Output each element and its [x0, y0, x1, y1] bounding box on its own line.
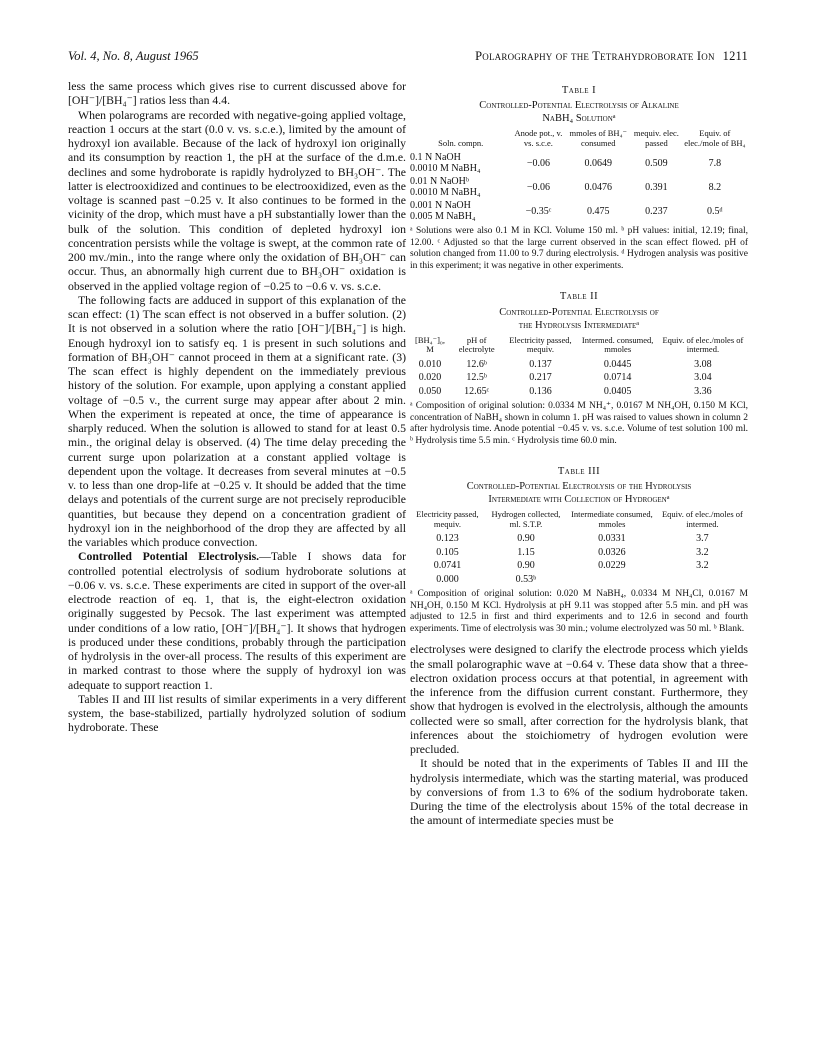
table-footnote: ᵃ Solutions were also 0.1 M in KCl. Volume 150 ml. ᵇ pH values: initial, 12.19; final, 12.00. ᶜ Adjusted so that the large current observed in the scan effect flowed. pH of solution changed from 11.00 to 9.7 during electrolysis. ᵈ Hydrogen analysis was positive in this experiment; it was negative in other experiments.	[410, 226, 748, 271]
column-header: Electricity passed, mequiv.	[416, 509, 479, 529]
table-cell: 0.136	[529, 385, 552, 397]
table-label: Table III	[557, 466, 601, 477]
table-cell: 3.36	[694, 385, 712, 397]
paragraph: electrolyses were designed to clarify the electrode process which yields the small polarographic wave at −0.64 v. These data show that a three-electron oxidation process occurs at that potential, in agreement with the inference from the diffusion current constant. Furthermore, they show that hydrogen is evolved in the electrolysis, although the amounts collected were so small, after correction for the hydrolysis blank, that inferences about the stoichiometry of hydrogen evolution were precluded.	[410, 643, 748, 756]
table-footnote: ᵃ Composition of original solution: 0.0334 M NH₄⁺, 0.0167 M NH₄OH, 0.150 M KCl, concentration of NaBH₄ shown in column 1. pH was raised to values shown in column 2 after hydrolysis time. Anode potential −0.45 v. vs. s.c.e. Volume of test solution 100 ml. ᵇ Hydrolysis time 5.5 min. ᶜ Hydrolysis time 60.0 min.	[410, 401, 748, 446]
table-cell: 8.2	[708, 181, 722, 193]
composition-line: 0.001 N NaOH	[410, 200, 471, 212]
table-cell: 12.65ᶜ	[464, 385, 490, 397]
table-title-line: Intermediate with Collection of Hydrogenᵃ	[488, 494, 670, 506]
table-cell: 3.7	[696, 533, 709, 545]
paragraph: less the same process which gives rise to current discussed above for [OH⁻]/[BH₄⁻] ratios less than 4.4.	[68, 80, 406, 108]
table-row	[410, 175, 748, 199]
table-cell	[657, 573, 748, 587]
composition-line: 0.01 N NaOHᵇ	[410, 176, 469, 188]
column-header: Intermed. consumed, mmoles	[581, 334, 654, 354]
table-row	[410, 199, 748, 223]
table-row	[410, 573, 748, 587]
column-header: Hydrogen collected, ml. S.T.P.	[491, 509, 561, 529]
paragraph: It should be noted that in the experiments of Tables II and III the hydrolysis intermediate, which was the starting material, was produced by conversions of from 1.3 to 6% of the sodium hydroborate taken. During the time of the electrolysis about 15% of the total decrease in the amount of intermediate species must be	[410, 757, 748, 828]
column-header: Equiv. of elec./mole of BH₄	[684, 128, 746, 148]
table-label: Table I	[561, 85, 597, 96]
table-cell: −0.06	[526, 157, 550, 169]
column-header: Electricity passed, mequiv.	[509, 334, 572, 354]
table-row	[410, 358, 748, 372]
cell-composition	[410, 151, 511, 175]
paragraph: Tables II and III list results of similar experiments in a very different system, the base-stabilized, partially hydrolyzed solution of sodium hydroborate. These	[68, 692, 406, 735]
table-cell: 12.6ᵇ	[466, 358, 487, 370]
table-cell: 0.010	[418, 358, 442, 370]
table-1	[410, 84, 748, 272]
page-number: 1211	[722, 49, 748, 63]
table-footnote: ᵃ Composition of original solution: 0.020 M NaBH₄, 0.0334 M NH₄Cl, 0.0167 M NH₄OH, 0.150 M KCl. Hydrolysis at pH 9.11 was stopped after 5.5 min. and pH was adjusted to 12.5 in first and third experiments and to 12.6 in second and fourth experiments. Time of electrolysis was 30 min.; volume electrolyzed was 50 ml. ᵇ Blank.	[410, 589, 748, 634]
table-title-line: Controlled-Potential Electrolysis of the Hydrolysis	[466, 481, 692, 493]
column-header: Equiv. of elec./moles of intermed.	[661, 509, 743, 529]
table-cell: 0.90	[517, 560, 535, 572]
section-heading: Controlled Potential Electrolysis.	[78, 550, 260, 564]
table-cell: 0.123	[436, 533, 459, 545]
table-row	[410, 385, 748, 399]
table-cell: 0.475	[587, 205, 610, 217]
composition-line: 0.0010 M NaBH₄	[410, 187, 481, 199]
paragraph: The following facts are adduced in support of this explanation of the scan effect: (1) The scan effect is not observed in a buffer solution. (2) It is not observed in a solution where the ratio [OH⁻]/[BH₄⁻] is high. Enough hydroxyl ion to satisfy eq. 1 is present in such solutions and formation of BH₃OH⁻ cannot proceed in them at a significant rate. (3) The scan effect is highly dependent on the immediately previous history of the solution. For example, upon applying a constant applied voltage of −0.5 v., the current surge may appear after about 2 min. When the experiment is repeated at once, the time of appearance is sharply reduced. When the solution is allowed to stand for at least 0.5 min., the original delay is observed. (4) The time delay preceding the current surge upon polarization at a constant applied voltage is dependent upon the voltage. It decreases from several minutes at −0.5 v. to less than one drop-life at −0.25 v. It should be added that the time delays and potentials of the current surge are not precisely reproducible quantities, but because they depend on a concentration gradient of hydroxyl ion in the neighborhood of the drop they are affected by all the variables which produce convection.	[68, 293, 406, 549]
table-title-line: the Hydrolysis Intermediateᵃ	[518, 319, 640, 331]
table-cell: −0.35ᶜ	[525, 205, 552, 217]
table-cell: 0.53ᵇ	[515, 573, 537, 585]
table-title	[410, 306, 748, 332]
column-header: pH of electrolyte	[458, 334, 495, 354]
data-table	[410, 336, 748, 399]
table-cell: 12.5ᵇ	[466, 372, 487, 383]
running-title: Polarography of the Tetrahydroborate Ion	[475, 49, 715, 63]
journal-citation: Vol. 4, No. 8, August 1965	[68, 49, 199, 63]
table-3	[410, 465, 748, 635]
table-row	[410, 371, 748, 385]
paragraph-text: —Table I shows data for controlled potential electrolysis of sodium hydroborate solutions at −0.06 v. vs. s.c.e. These experiments are cited in support of the over-all electrode reaction of eq. 1, that is, the eight-electron oxidation originally suggested by Pecsok. The last experiment was attempted under conditions of a low ratio, [OH⁻]/[BH₄⁻]. It shows that hydrogen is produced under these conditions, probably through the participation of hydrolysis in the over-all process. The results of this experiment are in marked contrast to those where the supply of hydroxyl ion was adequate to support reaction 1.	[68, 550, 406, 692]
table-cell: 0.217	[529, 372, 552, 383]
left-column	[68, 80, 406, 1030]
column-header: Equiv. of elec./moles of intermed.	[662, 334, 744, 354]
right-column	[410, 80, 748, 1030]
table-cell: 7.8	[708, 157, 722, 169]
table-title-line: Controlled-Potential Electrolysis of Alkaline	[479, 100, 679, 112]
composition-line: 0.1 N NaOH	[410, 152, 461, 164]
table-cell: 0.000	[436, 573, 459, 585]
table-row	[410, 559, 748, 573]
table-cell: 3.2	[696, 546, 709, 558]
column-header: Anode pot., v. vs. s.c.e.	[514, 128, 563, 148]
table-cell: 1.15	[517, 546, 535, 558]
table-row	[410, 546, 748, 560]
column-header: Intermediate consumed, mmoles	[571, 509, 653, 529]
column-header: Soln. compn.	[438, 137, 484, 148]
table-label: Table II	[559, 291, 599, 303]
table-title	[410, 480, 748, 506]
table-cell: 0.90	[517, 533, 535, 545]
data-table	[410, 510, 748, 586]
cell-composition	[410, 199, 511, 223]
paragraph: When polarograms are recorded with negative-going applied voltage, reaction 1 occurs at the start (0.0 v. vs. s.c.e.), limited by the amount of hydroxyl ion available. Because of the lack of hydroxyl ion originally and its consumption by reaction 1, the pH at the surface of the d.m.e. declines and some hydroborate is rapidly hydrolyzed to BH₃OH⁻. The latter is electrooxidized and continues to be electrooxidized, even as the voltage is scanned past −0.25 v. It also continues to be formed in the vicinity of the drop, which must have a pH substantially lower than the bulk of the solution. This condition of depleted hydroxyl ion concentration persists while the voltage is swept, at the common rate of 200 mv./min., into the range where only the oxidation of BH₃OH⁻ can occur. Thus, an abnormally high current due to BH₃OH⁻ oxidation is observed in the applied voltage region of −0.25 to −0.6 v. vs. s.c.e.	[68, 108, 406, 293]
page-header	[68, 48, 748, 64]
table-title-line: NaBH₄ Solutionᵃ	[542, 113, 616, 125]
table-cell: 0.391	[645, 181, 668, 193]
table-cell: 0.237	[645, 205, 668, 217]
composition-line: 0.005 M NaBH₄	[410, 211, 476, 223]
data-table	[410, 129, 748, 223]
table-cell: 0.0331	[598, 533, 626, 545]
column-header: mequiv. elec. passed	[633, 128, 679, 148]
table-cell: 0.0229	[598, 560, 626, 572]
paragraph	[68, 550, 406, 693]
table-cell: 0.0476	[584, 181, 613, 193]
table-cell: 0.509	[645, 157, 668, 169]
table-cell: 0.137	[529, 358, 552, 370]
cell-composition	[410, 175, 511, 199]
table-title-line: Controlled-Potential Electrolysis of	[499, 306, 659, 318]
table-cell	[567, 573, 657, 587]
table-cell: 3.08	[694, 358, 712, 370]
table-row	[410, 151, 748, 175]
table-cell: 0.105	[436, 546, 459, 558]
running-head	[475, 48, 748, 64]
table-cell: 3.04	[694, 372, 712, 383]
table-cell: 3.2	[696, 560, 709, 572]
table-title	[410, 99, 748, 125]
column-header: [BH₄⁻]₀, M	[415, 334, 446, 354]
table-cell: 0.020	[418, 372, 442, 383]
table-cell: 0.0714	[603, 372, 632, 383]
table-row	[410, 532, 748, 546]
table-cell: 0.0405	[603, 385, 632, 397]
table-cell: 0.0445	[603, 358, 632, 370]
column-header: mmoles of BH₄⁻ consumed	[569, 128, 628, 148]
composition-line: 0.0010 M NaBH₄	[410, 163, 481, 175]
table-cell: 0.050	[418, 385, 442, 397]
table-cell: 0.0741	[433, 560, 462, 572]
table-cell: −0.06	[526, 181, 550, 193]
table-2	[410, 290, 748, 447]
table-cell: 0.0649	[584, 157, 613, 169]
table-cell: 0.0326	[598, 546, 626, 558]
table-cell: 0.5ᵈ	[707, 205, 723, 217]
